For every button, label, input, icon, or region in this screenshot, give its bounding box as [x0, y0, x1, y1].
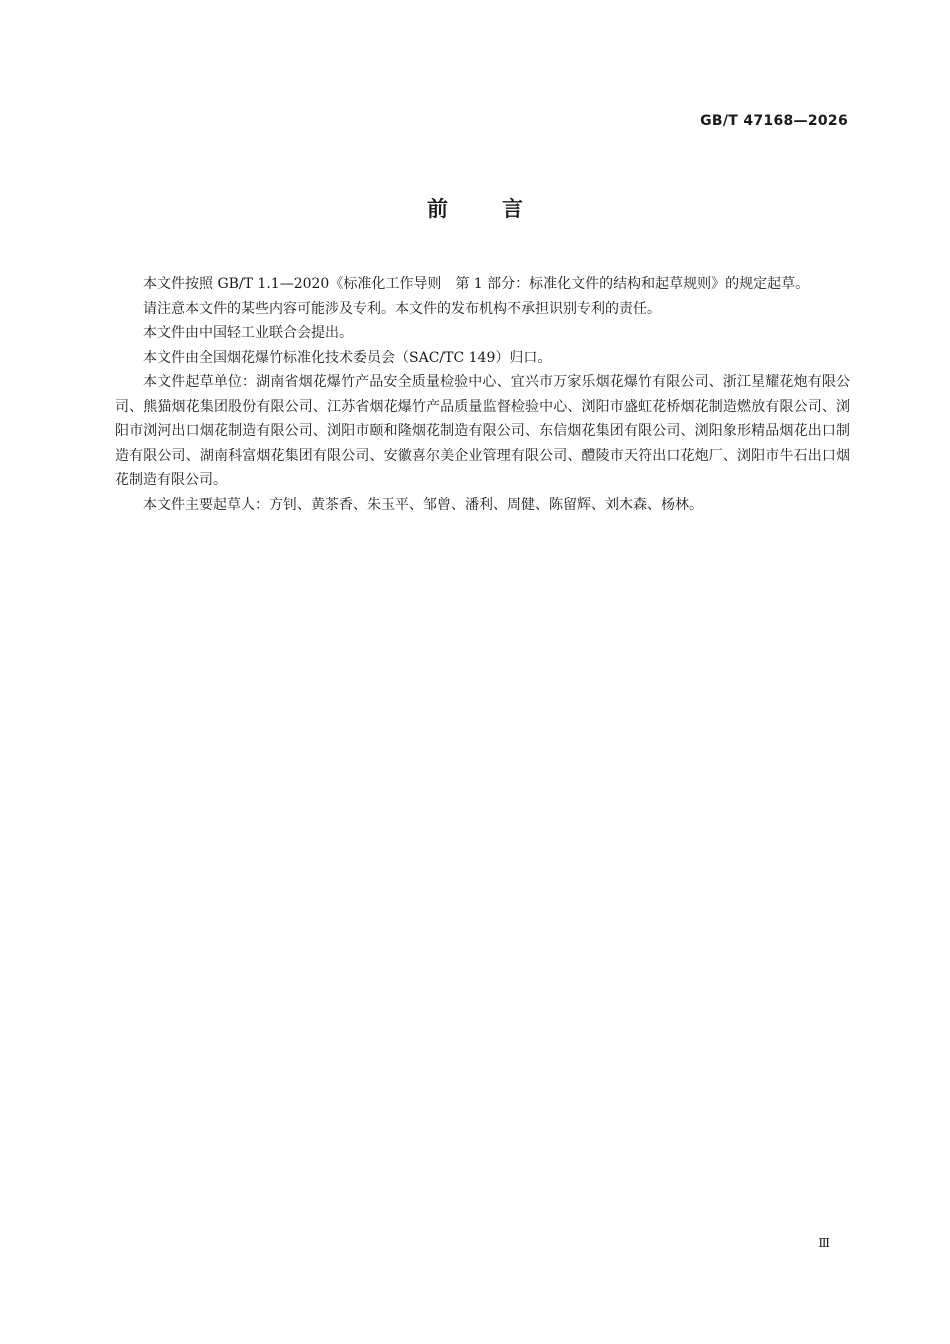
paragraph-patent-notice: 请注意本文件的某些内容可能涉及专利。本文件的发布机构不承担识别专利的责任。 [143, 300, 661, 317]
paragraph-drafting-rules: 本文件按照 GB/T 1.1—2020《标准化工作导则 第 1 部分：标准化文件的结构和起草规则》的规定起草。 [143, 276, 810, 292]
foreword-body [115, 272, 850, 517]
paragraph-technical-committee: 本文件由全国烟花爆竹标准化技术委员会（SAC/TC 149）归口。 [143, 349, 552, 366]
page-number: Ⅲ [818, 1236, 830, 1250]
paragraph-main-drafters: 本文件主要起草人：方钊、黄茶香、朱玉平、邹曾、潘利、周健、陈留辉、刘木森、杨林。 [143, 496, 703, 513]
paragraph-drafting-units: 本文件起草单位：湖南省烟花爆竹产品安全质量检验中心、宜兴市万家乐烟花爆竹有限公司、浙江星耀花炮有限公司、熊猫烟花集团股份有限公司、江苏省烟花爆竹产品质量监督检验中心、浏阳市盛虹花桥烟花制造燃放有限公司、浏阳市浏河出口烟花制造有限公司、浏阳市颐和隆烟花制造有限公司、东信烟花集团有限公司、浏阳象形精品烟花出口制造有限公司、湖南科富烟花集团有限公司、安徽喜尔美企业管理有限公司、醴陵市天符出口花炮厂、浏阳市牛石出口烟花制造有限公司。 [115, 374, 850, 488]
paragraph-proposer: 本文件由中国轻工业联合会提出。 [143, 325, 353, 341]
page-title: 前言 [427, 197, 577, 221]
standard-number: GB/T 47168—2026 [700, 113, 848, 129]
